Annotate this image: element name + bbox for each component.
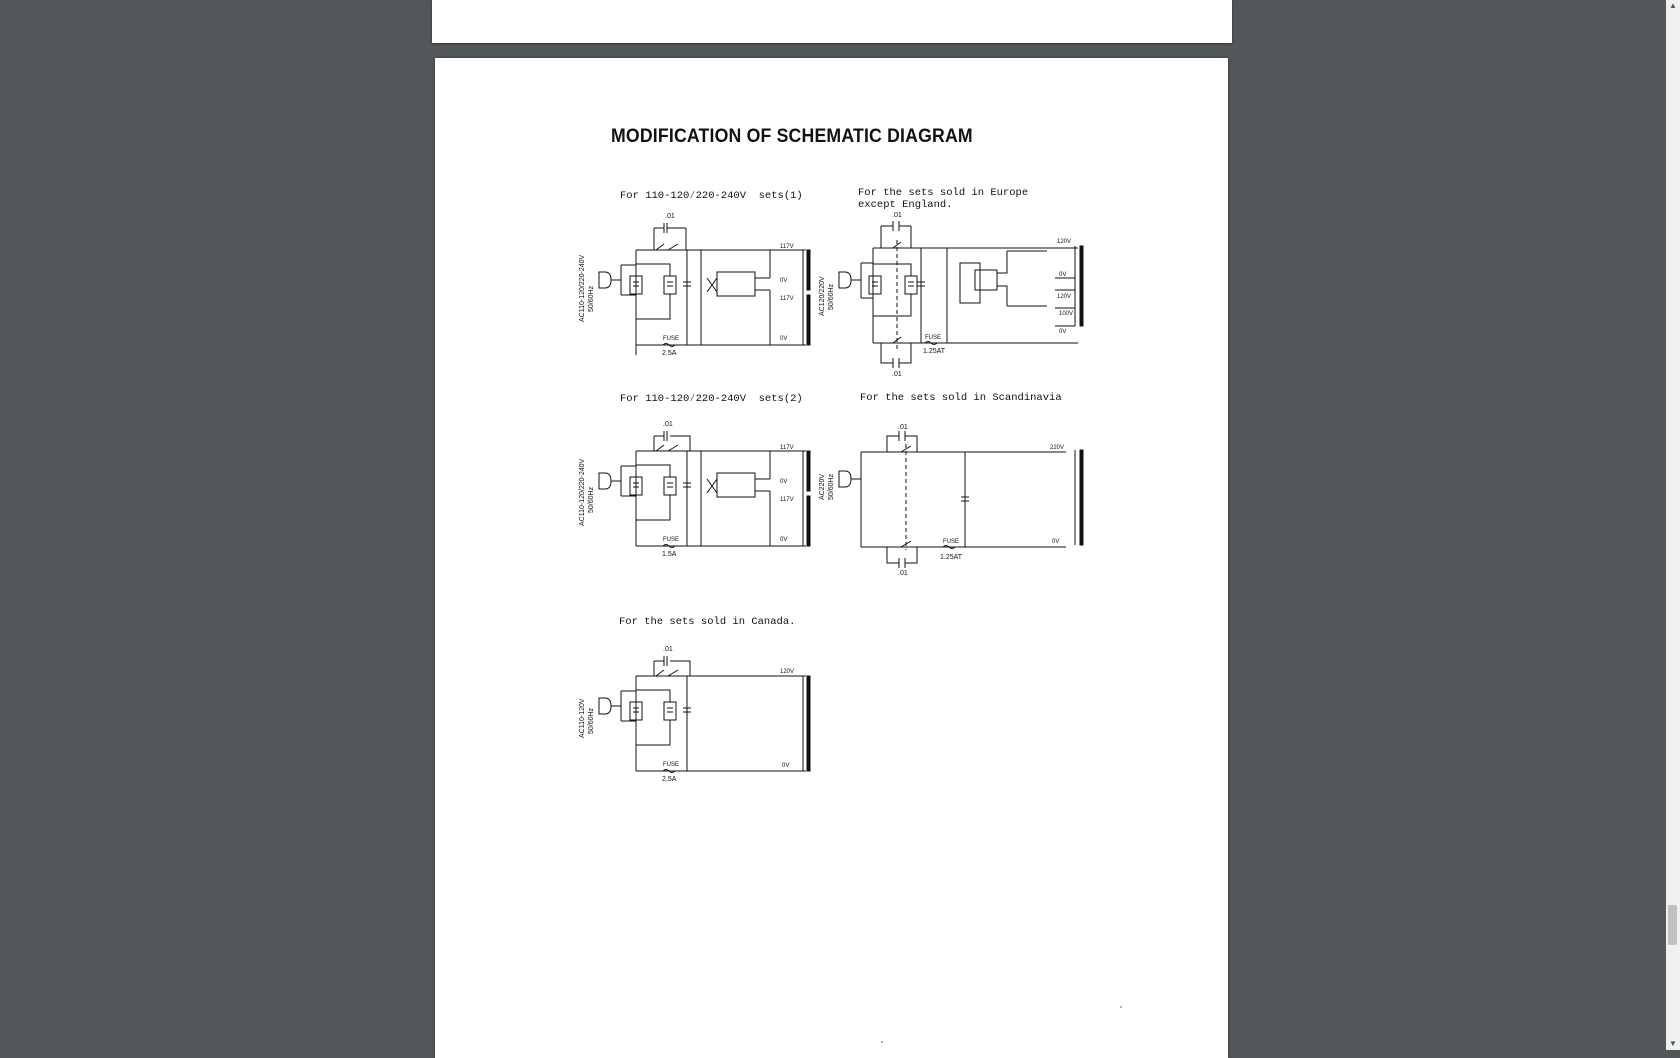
caption-canada: For the sets sold in Canada.: [619, 616, 796, 628]
caption-sets-2: For 110-120∕220-240V sets(2): [620, 393, 803, 405]
scroll-up-arrow-icon[interactable]: ▲: [1669, 1, 1677, 10]
schematic-sets-2: [575, 421, 835, 556]
capacitor-label: .01: [663, 421, 673, 428]
fuse-rating-label: 2.5A: [662, 350, 677, 357]
tap-0v-label: 0V: [782, 763, 790, 769]
fuse-label: FUSE: [943, 539, 960, 545]
tap-0v-label: 0V: [780, 479, 788, 485]
caption-sets-1: For 110-120∕220-240V sets(1): [620, 190, 803, 202]
tap-117v-label: 117V: [780, 244, 794, 250]
tap-0v-label: 0V: [780, 278, 788, 284]
capacitor-bottom-label: .01: [892, 371, 902, 378]
fuse-label: FUSE: [663, 336, 680, 342]
tap-120v-label: 120V: [1057, 294, 1072, 300]
tap-0v-label: 0V: [780, 537, 788, 543]
tap-117v-label: 117V: [780, 497, 794, 503]
scrollbar-thumb[interactable]: [1668, 905, 1677, 945]
frequency-label: 50/60Hz: [588, 285, 595, 312]
tap-100v-label: 100V: [1059, 311, 1074, 317]
vertical-scrollbar[interactable]: [1666, 0, 1680, 1050]
caption-scandinavia: For the sets sold in Scandinavia: [860, 392, 1062, 404]
document-page: [435, 58, 1228, 1058]
schematic-sets-1: [575, 213, 835, 357]
previous-page: [432, 0, 1232, 43]
input-voltage-label: AC110-120/220-240V: [579, 458, 586, 526]
scan-speck: [881, 1041, 883, 1043]
scroll-down-arrow-icon[interactable]: ▼: [1669, 1039, 1677, 1048]
frequency-label: 50/60Hz: [588, 486, 595, 513]
capacitor-label: .01: [898, 424, 908, 431]
frequency-label: 50/60Hz: [828, 473, 835, 500]
tap-117v-label: 117V: [780, 445, 794, 451]
capacitor-label: .01: [663, 646, 673, 653]
fuse-label: FUSE: [663, 537, 680, 543]
caption-europe: For the sets sold in Europe except England.: [858, 187, 1029, 211]
tap-0v-label: 0V: [780, 336, 788, 342]
schematic-europe: [815, 212, 1085, 378]
tap-220v-label: 220V: [1050, 445, 1065, 451]
input-voltage-label: AC110-120/220-240V: [579, 254, 586, 322]
tap-117v-label: 117V: [780, 296, 794, 302]
fuse-rating-label: 1.25AT: [923, 348, 946, 355]
tap-0v-label: 0V: [1059, 329, 1067, 335]
tap-120v-label: 120V: [1057, 239, 1072, 245]
schematic-scandinavia: [815, 420, 1085, 577]
fuse-label: FUSE: [663, 762, 680, 768]
capacitor-label: .01: [665, 213, 675, 220]
tap-0v-label: 0V: [1059, 272, 1067, 278]
page-title: MODIFICATION OF SCHEMATIC DIAGRAM: [611, 126, 973, 147]
frequency-label: 50/60Hz: [828, 283, 835, 310]
fuse-rating-label: 1.25AT: [940, 554, 963, 561]
capacitor-label: .01: [892, 212, 902, 219]
schematic-canada: [575, 646, 835, 781]
frequency-label: 50/60Hz: [588, 707, 595, 734]
input-voltage-label: AC220V: [819, 473, 826, 500]
input-voltage-label: AC110-120V: [579, 698, 586, 738]
fuse-label: FUSE: [925, 335, 942, 341]
capacitor-bottom-label: .01: [898, 570, 908, 577]
tap-120v-label: 120V: [780, 669, 795, 675]
fuse-rating-label: 1.5A: [662, 551, 677, 558]
tap-0v-label: 0V: [1052, 539, 1060, 545]
input-voltage-label: AC120/220V: [819, 276, 826, 316]
fuse-rating-label: 2.5A: [662, 776, 677, 783]
scan-speck: [1120, 1006, 1122, 1008]
